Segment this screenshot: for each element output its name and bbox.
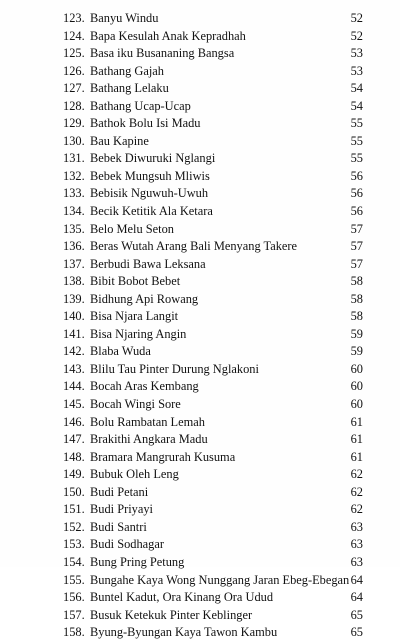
- toc-entry-number: 136.: [63, 239, 85, 254]
- toc-entry: [63, 414, 363, 432]
- toc-entry-title: Busuk Ketekuk Pinter Keblinger: [90, 607, 253, 622]
- toc-entry-number: 144.: [63, 379, 85, 394]
- toc-entry: [63, 519, 363, 537]
- toc-entry-page-number: 56: [350, 186, 363, 201]
- toc-entry-title: Bebisik Nguwuh-Uwuh: [90, 186, 209, 201]
- toc-entry-title: Berbudi Bawa Leksana: [90, 256, 206, 271]
- toc-entry-page-number: 61: [350, 414, 363, 429]
- toc-entry: [63, 133, 363, 151]
- toc-entry-number: 128.: [63, 98, 85, 113]
- toc-entry: [63, 308, 363, 326]
- toc-entry-title: Bathang Ucap-Ucap: [90, 98, 191, 113]
- toc-entry-number: 148.: [63, 449, 85, 464]
- toc-entry-number: 133.: [63, 186, 85, 201]
- toc-entry: [63, 396, 363, 414]
- toc-entry-number: 156.: [63, 590, 85, 605]
- toc-entry-number: 129.: [63, 116, 85, 131]
- toc-entry-title: Bau Kapine: [90, 133, 149, 148]
- toc-entry: [63, 45, 363, 63]
- toc-entry-title: Bisa Njaring Angin: [90, 326, 187, 341]
- toc-entry-page-number: 63: [350, 519, 363, 534]
- toc-entry-number: 146.: [63, 414, 85, 429]
- toc-entry-title: Basa iku Busananing Bangsa: [90, 46, 235, 61]
- toc-entry-number: 138.: [63, 274, 85, 289]
- toc-entry-page-number: 54: [350, 98, 363, 113]
- toc-entry-number: 126.: [63, 63, 85, 78]
- toc-entry-title: Belo Melu Seton: [90, 221, 174, 236]
- toc-entry-page-number: 60: [350, 379, 363, 394]
- toc-entry-page-number: 58: [350, 309, 363, 324]
- toc-entry-page-number: 64: [350, 572, 363, 587]
- toc-entry-title: Budi Santri: [90, 519, 147, 534]
- toc-entry-title: Brakithi Angkara Madu: [90, 432, 208, 447]
- toc-entry-page-number: 52: [350, 28, 363, 43]
- toc-entry: [63, 466, 363, 484]
- toc-entry-number: 130.: [63, 133, 85, 148]
- toc-entry-number: 147.: [63, 432, 85, 447]
- toc-entry-page-number: 52: [350, 11, 363, 25]
- toc-entry-title: Bung Pring Petung: [90, 554, 185, 569]
- toc-entry-number: 140.: [63, 309, 85, 324]
- toc-entry-number: 141.: [63, 326, 85, 341]
- toc-entry-page-number: 62: [350, 467, 363, 482]
- toc-entry: [63, 449, 363, 467]
- toc-entry-page-number: 58: [350, 274, 363, 289]
- toc-entry-title: Bapa Kesulah Anak Kepradhah: [90, 28, 246, 43]
- toc-entry-page-number: 64: [350, 590, 363, 605]
- toc-entry-page-number: 61: [350, 432, 363, 447]
- toc-entry-page-number: 60: [350, 361, 363, 376]
- toc-entry: [63, 168, 363, 186]
- toc-entry: [63, 607, 363, 625]
- toc-entry: [63, 203, 363, 221]
- toc-entry-page-number: 60: [350, 397, 363, 412]
- toc-entry-title: Budi Sodhagar: [90, 537, 164, 552]
- toc-entry-number: 158.: [63, 625, 85, 640]
- toc-entry-page-number: 57: [350, 239, 363, 254]
- toc-entry-title: Bubuk Oleh Leng: [90, 467, 179, 482]
- toc-entry-page-number: 59: [350, 344, 363, 359]
- toc-entry-page-number: 63: [350, 537, 363, 552]
- toc-entry-title: Bidhung Api Rowang: [90, 291, 199, 306]
- toc-entry-page-number: 62: [350, 484, 363, 499]
- toc-entry: [63, 98, 363, 116]
- toc-entry-number: 135.: [63, 221, 85, 236]
- table-of-contents: [63, 10, 363, 642]
- toc-entry-title: Banyu Windu: [90, 11, 159, 25]
- toc-entry: [63, 291, 363, 309]
- toc-entry-title: Bungahe Kaya Wong Nunggang Jaran Ebeg-Ebegan: [90, 572, 350, 587]
- toc-entry-page-number: 62: [350, 502, 363, 517]
- toc-entry-page-number: 65: [350, 625, 363, 640]
- toc-entry-page-number: 59: [350, 326, 363, 341]
- toc-entry-page-number: 56: [350, 204, 363, 219]
- toc-entry: [63, 150, 363, 168]
- toc-entry: [63, 536, 363, 554]
- toc-entry-page-number: 55: [350, 151, 363, 166]
- toc-entry: [63, 361, 363, 379]
- toc-entry-title: Bathok Bolu Isi Madu: [90, 116, 201, 131]
- toc-entry: [63, 343, 363, 361]
- toc-entry: [63, 273, 363, 291]
- toc-entry-number: 149.: [63, 467, 85, 482]
- toc-entry-page-number: 63: [350, 554, 363, 569]
- toc-entry-page-number: 61: [350, 449, 363, 464]
- toc-entry-title: Blaba Wuda: [90, 344, 151, 359]
- toc-entry-number: 134.: [63, 204, 85, 219]
- toc-entry-title: Bibit Bobot Bebet: [90, 274, 181, 289]
- toc-entry: [63, 554, 363, 572]
- toc-entry: [63, 28, 363, 46]
- toc-entry-title: Byung-Byungan Kaya Tawon Kambu: [90, 625, 278, 640]
- toc-entry-number: 131.: [63, 151, 85, 166]
- toc-entry-title: Blilu Tau Pinter Durung Nglakoni: [90, 361, 259, 376]
- toc-entry: [63, 501, 363, 519]
- toc-entry-page-number: 55: [350, 133, 363, 148]
- toc-entry-title: Bebek Diwuruki Nglangi: [90, 151, 216, 166]
- toc-entry-number: 155.: [63, 572, 85, 587]
- toc-entry-number: 137.: [63, 256, 85, 271]
- toc-entry: [63, 326, 363, 344]
- toc-entry: [63, 185, 363, 203]
- toc-entry-number: 152.: [63, 519, 85, 534]
- toc-entry-title: Budi Priyayi: [90, 502, 153, 517]
- toc-entry: [63, 115, 363, 133]
- toc-entry: [63, 63, 363, 81]
- toc-entry: [63, 80, 363, 98]
- toc-entry-number: 150.: [63, 484, 85, 499]
- toc-entry-page-number: 57: [350, 256, 363, 271]
- toc-entry-page-number: 58: [350, 291, 363, 306]
- toc-entry: [63, 572, 363, 590]
- toc-entry-page-number: 55: [350, 116, 363, 131]
- toc-entry-number: 125.: [63, 46, 85, 61]
- toc-entry-number: 145.: [63, 397, 85, 412]
- toc-entry-page-number: 65: [350, 607, 363, 622]
- toc-entry-page-number: 56: [350, 168, 363, 183]
- toc-entry-number: 124.: [63, 28, 85, 43]
- toc-entry-title: Bramara Mangrurah Kusuma: [90, 449, 236, 464]
- toc-entry: [63, 624, 363, 642]
- toc-entry-number: 142.: [63, 344, 85, 359]
- toc-entry-title: Bathang Lelaku: [90, 81, 169, 96]
- toc-entry-number: 139.: [63, 291, 85, 306]
- toc-entry-number: 127.: [63, 81, 85, 96]
- toc-entry-title: Bocah Aras Kembang: [90, 379, 199, 394]
- toc-entry-page-number: 53: [350, 46, 363, 61]
- toc-entry: [63, 10, 363, 28]
- toc-entry-title: Beras Wutah Arang Bali Menyang Takere: [90, 239, 298, 254]
- toc-entry: [63, 484, 363, 502]
- toc-entry-number: 154.: [63, 554, 85, 569]
- toc-entry-title: Bebek Mungsuh Mliwis: [90, 168, 210, 183]
- toc-entry-title: Bolu Rambatan Lemah: [90, 414, 205, 429]
- toc-entry-title: Bisa Njara Langit: [90, 309, 179, 324]
- toc-entry-number: 143.: [63, 361, 85, 376]
- toc-entry-title: Becik Ketitik Ala Ketara: [90, 204, 213, 219]
- toc-entry: [63, 256, 363, 274]
- toc-entry-number: 153.: [63, 537, 85, 552]
- toc-entry-title: Buntel Kadut, Ora Kinang Ora Udud: [90, 590, 274, 605]
- toc-entry-number: 123.: [63, 11, 85, 25]
- toc-entry-title: Bocah Wingi Sore: [90, 397, 181, 412]
- toc-entry-title: Bathang Gajah: [90, 63, 164, 78]
- toc-entry-page-number: 57: [350, 221, 363, 236]
- toc-entry-number: 151.: [63, 502, 85, 517]
- toc-entry: [63, 221, 363, 239]
- toc-entry-page-number: 53: [350, 63, 363, 78]
- toc-entry: [63, 589, 363, 607]
- toc-entry: [63, 378, 363, 396]
- toc-entry-number: 157.: [63, 607, 85, 622]
- toc-entry: [63, 238, 363, 256]
- toc-entry-number: 132.: [63, 168, 85, 183]
- toc-entry-page-number: 54: [350, 81, 363, 96]
- toc-entry-title: Budi Petani: [90, 484, 149, 499]
- toc-entry: [63, 431, 363, 449]
